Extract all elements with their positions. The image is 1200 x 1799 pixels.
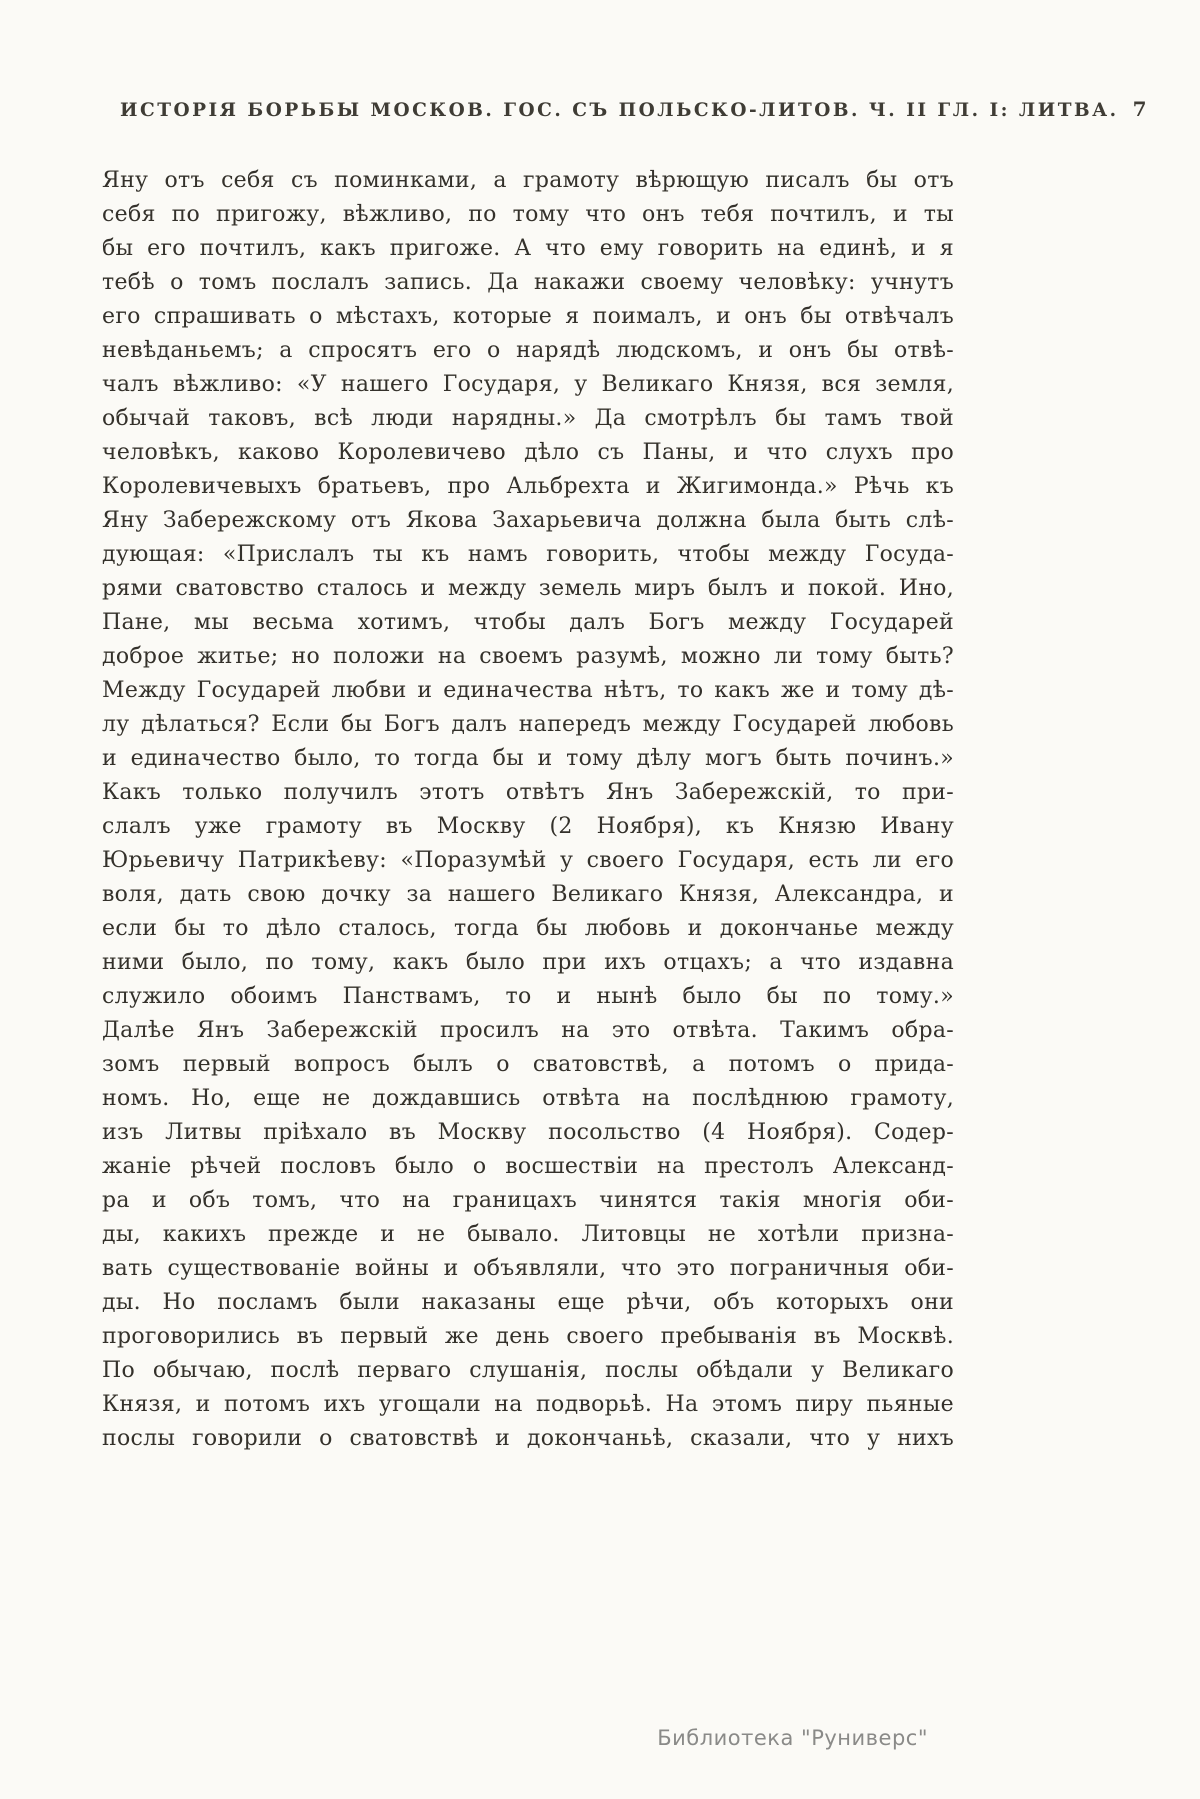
text-line: рями сватовство сталось и между земель миръ былъ и покой. Ино, xyxy=(102,576,954,601)
text-line: изъ Литвы пріѣхало въ Москву посольство (4 Ноября). Содер- xyxy=(102,1120,954,1145)
text-line: воля, дать свою дочку за нашего Великаго Князя, Александра, и xyxy=(102,882,954,907)
text-line: его спрашивать о мѣстахъ, которые я поималъ, и онъ бы отвѣчалъ xyxy=(102,304,954,329)
text-line: Юрьевичу Патрикѣеву: «Поразумѣй у своего Государя, есть ли его xyxy=(102,848,954,873)
text-line: если бы то дѣло сталось, тогда бы любовь и докончанье между xyxy=(102,916,954,941)
running-title: ИСТОРІЯ БОРЬБЫ МОСКОВ. ГОС. СЪ ПОЛЬСКО-ЛИТОВ. Ч. II ГЛ. I: ЛИТВА. xyxy=(120,100,1119,121)
text-line: тебѣ о томъ послалъ запись. Да накажи своему человѣку: учнутъ xyxy=(102,270,954,295)
body-text xyxy=(102,164,954,1456)
text-line: Князя, и потомъ ихъ угощали на подворьѣ. На этомъ пиру пьяные xyxy=(102,1392,954,1417)
text-line: ними было, по тому, какъ было при ихъ отцахъ; а что издавна xyxy=(102,950,954,975)
text-line: Между Государей любви и единачества нѣтъ, то какъ же и тому дѣ- xyxy=(102,678,954,703)
text-line: лу дѣлаться? Если бы Богъ далъ напередъ между Государей любовь xyxy=(102,712,954,737)
text-line: Яну отъ себя съ поминками, а грамоту вѣрющую писалъ бы отъ xyxy=(102,168,954,193)
library-watermark: Библиотека "Руниверс" xyxy=(657,1726,928,1750)
text-line: Какъ только получилъ этотъ отвѣтъ Янъ Забережскій, то при- xyxy=(102,780,954,805)
text-line: По обычаю, послѣ перваго слушанія, послы обѣдали у Великаго xyxy=(102,1358,954,1383)
text-line: Королевичевыхъ братьевъ, про Альбрехта и Жигимонда.» Рѣчь къ xyxy=(102,474,954,499)
text-line: вать существованіе войны и объявляли, что это пограничныя оби- xyxy=(102,1256,954,1281)
text-line: невѣданьемъ; а спросятъ его о нарядѣ людскомъ, и онъ бы отвѣ- xyxy=(102,338,954,363)
text-line: человѣкъ, каково Королевичево дѣло съ Паны, и что слухъ про xyxy=(102,440,954,465)
text-line: дующая: «Прислалъ ты къ намъ говорить, чтобы между Госуда- xyxy=(102,542,954,567)
text-line: послы говорили о сватовствѣ и докончаньѣ, сказали, что у нихъ xyxy=(102,1426,954,1451)
text-line: служило обоимъ Панствамъ, то и нынѣ было бы по тому.» xyxy=(102,984,954,1009)
text-line: зомъ первый вопросъ былъ о сватовствѣ, а потомъ о прида- xyxy=(102,1052,954,1077)
text-line: ра и объ томъ, что на границахъ чинятся такія многія оби- xyxy=(102,1188,954,1213)
text-line: Яну Забережскому отъ Якова Захарьевича должна была быть слѣ- xyxy=(102,508,954,533)
page-header xyxy=(120,97,1147,121)
text-line: обычай таковъ, всѣ люди нарядны.» Да смотрѣлъ бы тамъ твой xyxy=(102,406,954,431)
text-line: жаніе рѣчей пословъ было о восшествіи на престолъ Александ- xyxy=(102,1154,954,1179)
text-line: бы его почтилъ, какъ пригоже. А что ему говорить на единѣ, и я xyxy=(102,236,954,261)
page-number: 7 xyxy=(1132,97,1147,121)
text-line: Далѣе Янъ Забережскій просилъ на это отвѣта. Такимъ обра- xyxy=(102,1018,954,1043)
text-line: чалъ вѣжливо: «У нашего Государя, у Великаго Князя, вся земля, xyxy=(102,372,954,397)
text-line: Пане, мы весьма хотимъ, чтобы далъ Богъ между Государей xyxy=(102,610,954,635)
text-line: проговорились въ первый же день своего пребыванія въ Москвѣ. xyxy=(102,1324,954,1349)
text-line: ды, какихъ прежде и не бывало. Литовцы не хотѣли призна- xyxy=(102,1222,954,1247)
text-line: себя по пригожу, вѣжливо, по тому что онъ тебя почтилъ, и ты xyxy=(102,202,954,227)
text-line: и единачество было, то тогда бы и тому дѣлу могъ быть починъ.» xyxy=(102,746,954,771)
text-line: слалъ уже грамоту въ Москву (2 Ноября), къ Князю Ивану xyxy=(102,814,954,839)
text-line: ды. Но посламъ были наказаны еще рѣчи, объ которыхъ они xyxy=(102,1290,954,1315)
text-line: номъ. Но, еще не дождавшись отвѣта на послѣднюю грамоту, xyxy=(102,1086,954,1111)
text-line: доброе житье; но положи на своемъ разумѣ, можно ли тому быть? xyxy=(102,644,954,669)
